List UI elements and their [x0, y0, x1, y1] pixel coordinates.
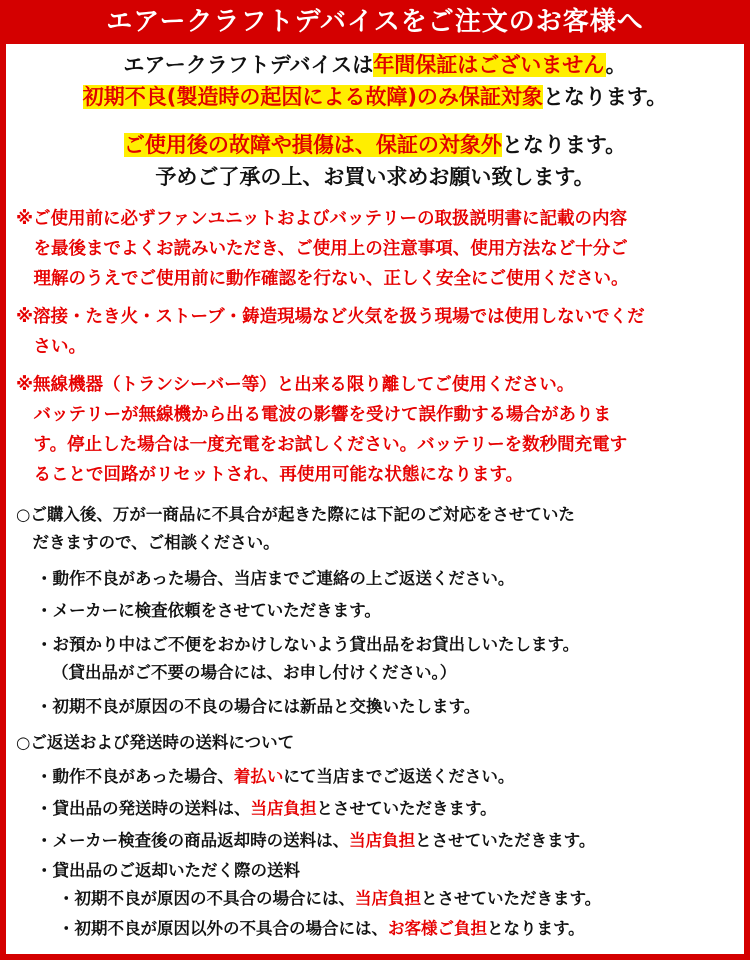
purchase-intro-line-1: ○ご購入後、万が一商品に不具合が起きた際には下記のご対応をさせていた	[16, 505, 575, 524]
shipping-bullet-5-em: 当店負担	[355, 889, 421, 908]
note-1-line-1: ※ご使用前に必ずファンユニットおよびバッテリーの取扱説明書に記載の内容	[16, 209, 627, 229]
page-title: エアークラフトデバイスをご注文のお客様へ	[0, 0, 750, 44]
note-2-line-1: ※溶接・たき火・ストーブ・鋳造現場など火気を扱う現場では使用しないでくだ	[16, 307, 645, 327]
shipping-bullet-6	[58, 914, 585, 944]
shipping-bullet-2-post: とさせていただきます。	[316, 799, 497, 818]
note-3-line-3: す。停止した場合は一度充電をお試しください。バッテリーを数秒間充電す	[16, 435, 628, 455]
shipping-bullet-3-pre: ・メーカー検査後の商品返却時の送料は、	[36, 831, 350, 850]
shipping-bullet-1-post: にて当店までご返送ください。	[283, 767, 515, 786]
shipping-bullet-3	[36, 826, 595, 856]
note-3-line-1: ※無線機器（トランシーバー等）と出来る限り離してご使用ください。	[16, 375, 575, 395]
shipping-bullet-3-em: 当店負担	[349, 831, 416, 850]
shipping-bullet-2-em: 当店負担	[250, 799, 317, 818]
shipping-bullet-6-pre: ・初期不良が原因以外の不具合の場合には、	[58, 919, 388, 938]
warranty-highlight-2: 初期不良(製造時の起因による故障)のみ保証対象	[82, 85, 543, 109]
note-1-line-3: 理解のうえでご使用前に動作確認を行ない、正しく安全にご使用ください。	[16, 269, 629, 289]
warranty-highlight-3: ご使用後の故障や損傷は、保証の対象外	[123, 133, 502, 157]
note-3-line-4: ることで回路がリセットされ、再使用可能な状態になります。	[16, 465, 523, 485]
warranty-line-4: 予めご了承の上、お買い求めお願い致します。	[155, 165, 595, 189]
shipping-bullet-2-pre: ・貸出品の発送時の送料は、	[36, 799, 251, 818]
shipping-bullet-6-em: お客様ご負担	[388, 919, 487, 938]
warranty-line-2	[6, 82, 744, 112]
shipping-title: ○ご返送および発送時の送料について	[16, 733, 295, 752]
note-2-line-2: さい。	[16, 337, 86, 357]
shipping-bullet-5	[58, 884, 601, 914]
shipping-bullet-1-em: 着払い	[233, 767, 284, 786]
shipping-bullet-6-post: となります。	[487, 919, 585, 938]
warranty-line-3	[6, 130, 744, 160]
warranty-line-2-post: となります。	[542, 85, 668, 109]
warranty-line-3-post: となります。	[501, 133, 627, 157]
warranty-highlight-1: 年間保証はございません	[373, 53, 606, 77]
purchase-intro-line-2: だきますので、ご相談ください。	[16, 533, 280, 552]
warranty-line-1	[6, 50, 744, 80]
notice-panel	[6, 44, 744, 954]
shipping-bullet-5-pre: ・初期不良が原因の不具合の場合には、	[58, 889, 355, 908]
purchase-bullet-2: ・メーカーに検査依頼をさせていただきます。	[36, 601, 381, 620]
shipping-bullet-4: ・貸出品のご返却いただく際の送料	[36, 861, 300, 880]
shipping-bullet-2	[36, 794, 497, 824]
purchase-bullet-4: ・初期不良が原因の不良の場合には新品と交換いたします。	[36, 697, 481, 716]
note-1-line-2: を最後までよくお読みいただき、ご使用上の注意事項、使用方法など十分ご	[16, 239, 628, 259]
purchase-bullet-3-sub: （貸出品がご不要の場合には、お申し付けください。）	[52, 663, 457, 682]
purchase-bullet-1: ・動作不良があった場合、当店までご連絡の上ご返送ください。	[36, 569, 515, 588]
shipping-bullet-3-post: とさせていただきます。	[415, 831, 596, 850]
shipping-bullet-1	[36, 762, 514, 792]
purchase-bullet-3: ・お預かり中はご不便をおかけしないよう貸出品をお貸出しいたします。	[36, 635, 580, 654]
warranty-line-1-pre: エアークラフトデバイスは	[123, 53, 374, 77]
shipping-bullet-1-pre: ・動作不良があった場合、	[36, 767, 234, 786]
note-3-line-2: バッテリーが無線機から出る電波の影響を受けて誤作動する場合がありま	[16, 405, 611, 425]
warranty-line-1-post: 。	[605, 53, 627, 77]
shipping-bullet-5-post: とさせていただきます。	[421, 889, 602, 908]
